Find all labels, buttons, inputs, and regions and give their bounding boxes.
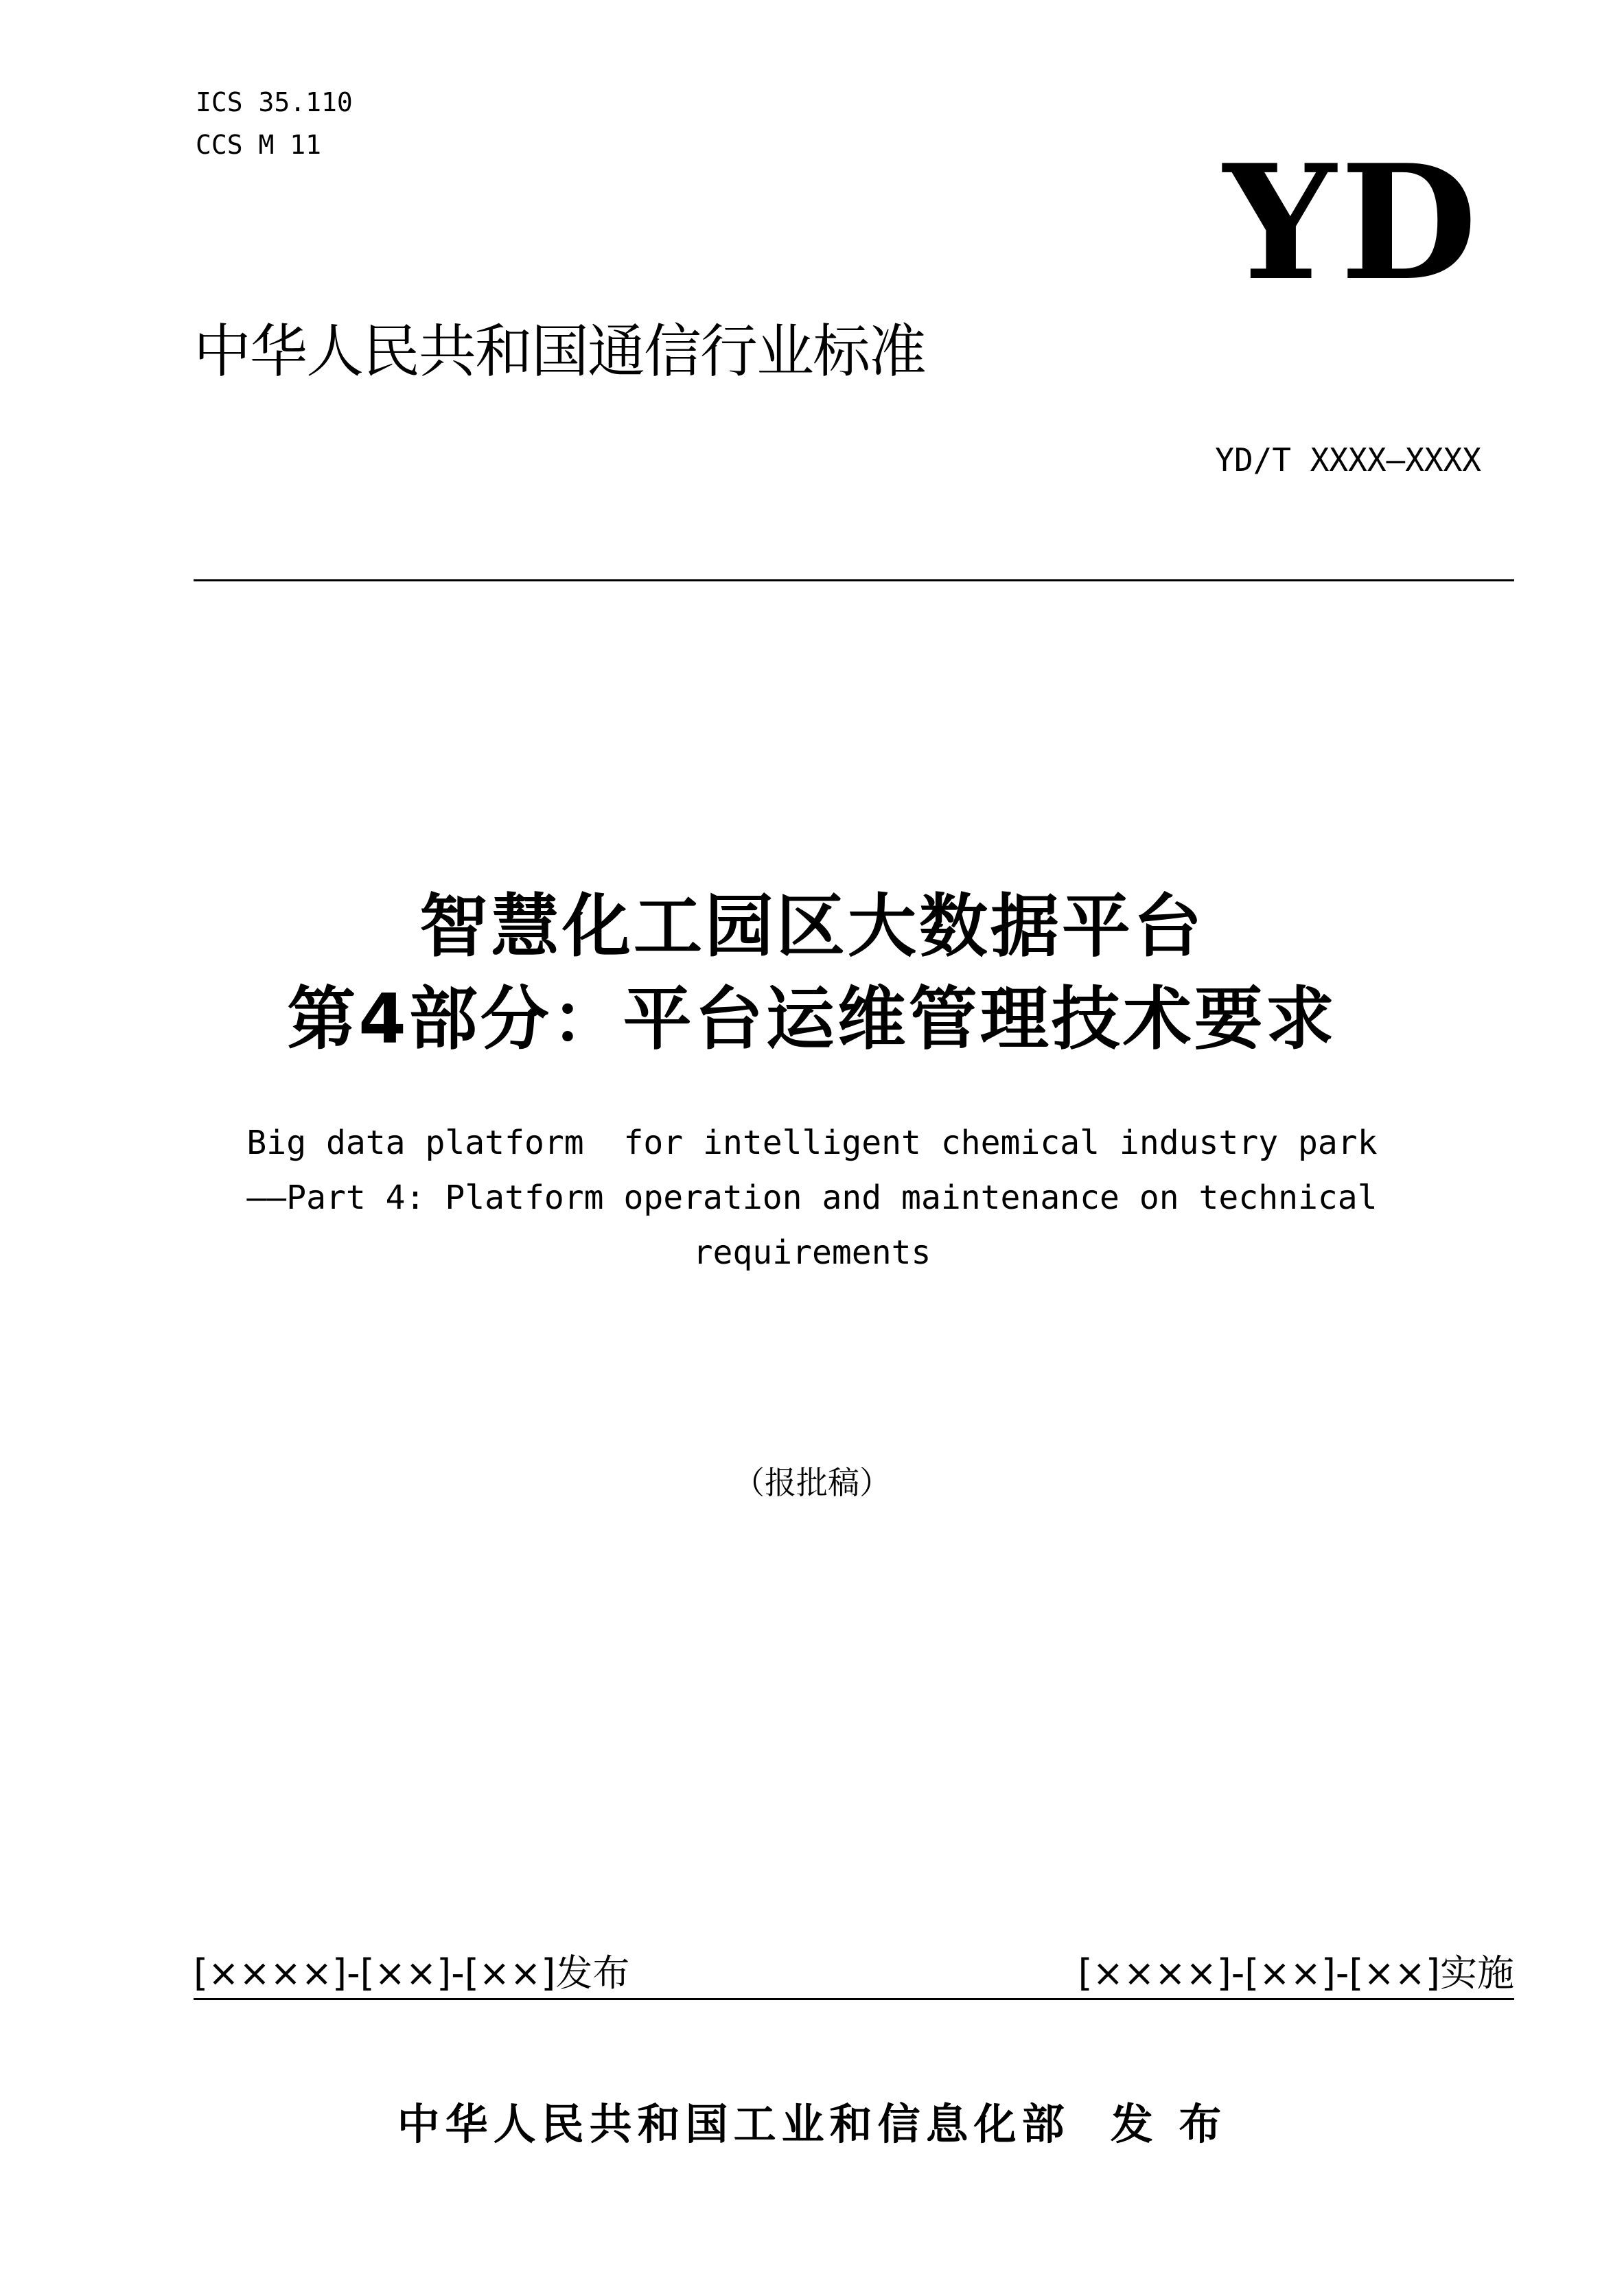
standard-number: YD/T XXXX—XXXX: [1215, 441, 1481, 478]
draft-status: （报批稿）: [733, 1464, 891, 1501]
ics-code: ICS 35.110: [196, 87, 353, 117]
title-zh-line-1: 智慧化工园区大数据平台: [419, 886, 1205, 966]
date-divider: [194, 1998, 1514, 2000]
classification-codes: [196, 81, 353, 166]
title-en-line-1: Big data platform for intelligent chemical industry park: [246, 1124, 1378, 1162]
yd-logo: YD: [1223, 130, 1481, 316]
implement-date: [××××]-[××]-[××]实施: [1078, 1951, 1514, 1995]
title-zh-line-2: 第4部分：平台运维管理技术要求: [287, 979, 1337, 1059]
title-en-line-3: requirements: [693, 1233, 931, 1272]
standard-category-title: 中华人民共和国通信行业标准: [194, 318, 926, 385]
header-divider: [194, 579, 1514, 581]
title-en-line-2: ——Part 4: Platform operation and maintenance on technical: [246, 1179, 1378, 1217]
ccs-code: CCS M 11: [196, 130, 322, 160]
publish-date: [××××]-[××]-[××]发布: [194, 1951, 630, 1995]
issuing-authority: 中华人民共和国工业和信息化部 发 布: [397, 2099, 1227, 2149]
